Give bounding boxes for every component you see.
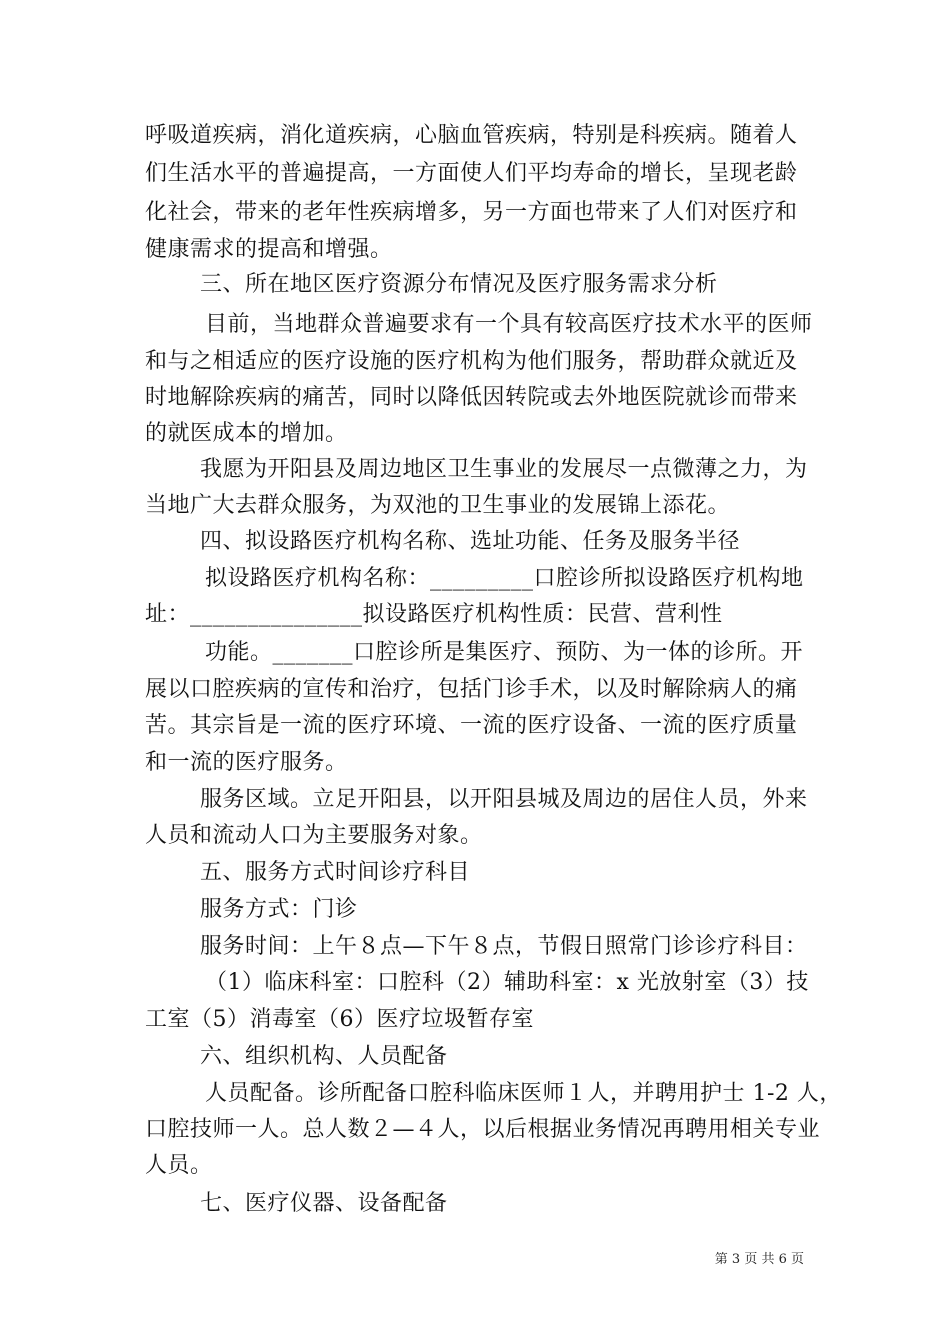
text-line: 们生活水平的普遍提高，一方面使人们平均寿命的增长，呈现老龄	[145, 161, 798, 186]
section-heading: 四、拟设路医疗机构名称、选址功能、任务及服务半径	[200, 529, 741, 554]
text-line: 拟设路医疗机构名称：_________口腔诊所拟设路医疗机构地	[205, 566, 804, 591]
text-line: 和与之相适应的医疗设施的医疗机构为他们服务，帮助群众就近及	[145, 349, 798, 374]
text-line: 人员配备。诊所配备口腔科临床医师１人，并聘用护士 1-2 人，	[205, 1081, 842, 1106]
page-number: 第 3 页 共 6 页	[714, 1252, 804, 1267]
text-line: 时地解除疾病的痛苦，同时以降低因转院或去外地医院就诊而带来	[145, 385, 798, 410]
text-line: 和一流的医疗服务。	[145, 750, 348, 775]
section-heading: 三、所在地区医疗资源分布情况及医疗服务需求分析	[200, 272, 718, 297]
text-line: 苦。其宗旨是一流的医疗环境、一流的医疗设备、一流的医疗质量	[145, 713, 798, 738]
text-line: 功能。_______口腔诊所是集医疗、预防、为一体的诊所。开	[205, 640, 804, 665]
text-line: 目前，当地群众普遍要求有一个具有较高医疗技术水平的医师	[205, 312, 813, 337]
text-line: 服务方式：门诊	[200, 897, 358, 922]
text-line: 健康需求的提高和增强。	[145, 237, 393, 262]
text-line: 址：_______________拟设路医疗机构性质：民营、营利性	[145, 602, 723, 627]
text-line: （1）临床科室：口腔科（2）辅助科室：x 光放射室（3）技	[205, 970, 809, 995]
section-heading: 七、医疗仪器、设备配备	[200, 1191, 448, 1216]
text-line: 化社会，带来的老年性疾病增多，另一方面也带来了人们对医疗和	[145, 200, 798, 225]
section-heading: 五、服务方式时间诊疗科目	[200, 860, 471, 885]
text-line: 服务时间：上午８点—下午８点，节假日照常门诊诊疗科目：	[200, 934, 808, 959]
text-line: 服务区域。立足开阳县，以开阳县城及周边的居住人员，外来	[200, 787, 808, 812]
text-line: 展以口腔疾病的宣传和治疗，包括门诊手术，以及时解除病人的痛	[145, 677, 798, 702]
text-line: 人员。	[145, 1153, 213, 1178]
section-heading: 六、组织机构、人员配备	[200, 1044, 448, 1069]
text-line: 的就医成本的增加。	[145, 421, 348, 446]
text-line: 口腔技师一人。总人数２—４人，以后根据业务情况再聘用相关专业	[145, 1117, 821, 1142]
text-line: 工室（5）消毒室（6）医疗垃圾暂存室	[145, 1007, 534, 1032]
text-line: 呼吸道疾病，消化道疾病，心脑血管疾病，特别是科疾病。随着人	[145, 123, 798, 148]
text-line: 当地广大去群众服务，为双池的卫生事业的发展锦上添花。	[145, 493, 731, 518]
text-line: 人员和流动人口为主要服务对象。	[145, 823, 483, 848]
text-line: 我愿为开阳县及周边地区卫生事业的发展尽一点微薄之力，为	[200, 457, 808, 482]
